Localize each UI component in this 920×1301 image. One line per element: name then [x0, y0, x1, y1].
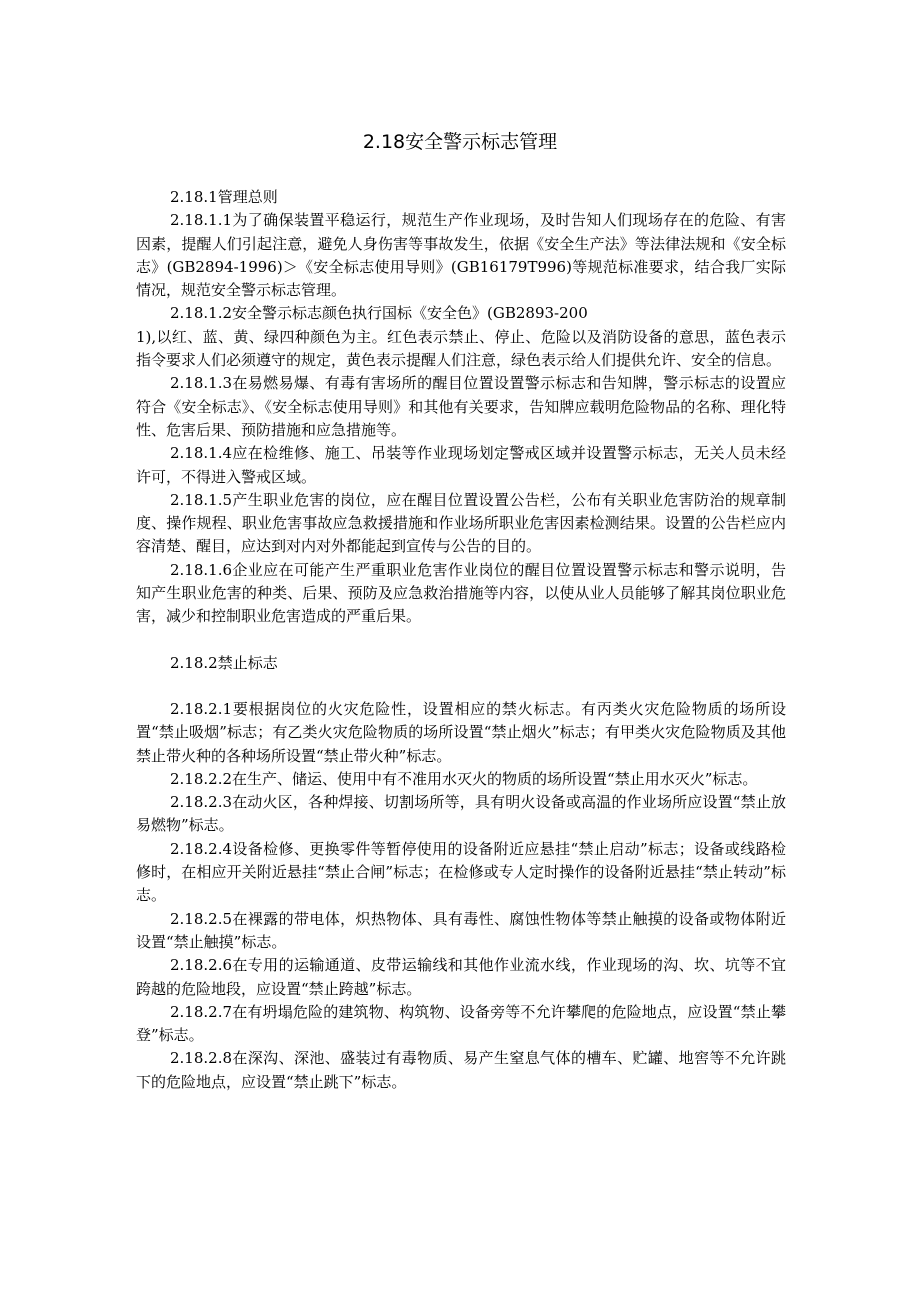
paragraph: 2.18.2.4设备检修、更换零件等暂停使用的设备附近应悬挂“禁止启动”标志；设备或线路检修时，在相应开关附近悬挂“禁止合闸”标志；在检修或专人定时操作的设备附近悬挂“禁止转动”标志。 [136, 839, 786, 905]
paragraph: 2.18.2.6在专用的运输通道、皮带运输线和其他作业流水线，作业现场的沟、坎、坑等不宜跨越的危险地段，应设置“禁止跨越”标志。 [136, 956, 786, 998]
paragraph: 2.18.2.1要根据岗位的火灾危险性，设置相应的禁火标志。有丙类火灾危险物质的场所设置“禁止吸烟”标志；有乙类火灾危险物质的场所设置“禁止烟火”标志；有甲类火灾危险物质及其他禁止带火种的各种场所设置“禁止带火种”标志。 [136, 699, 786, 765]
paragraph: 2.18.1.4应在检维修、施工、吊装等作业现场划定警戒区域并设置警示标志，无关人员未经许可，不得进入警戒区域。 [136, 444, 786, 486]
paragraph: 2.18.2.2在生产、储运、使用中有不准用水灭火的物质的场所设置“禁止用水灭火”标志。 [170, 769, 758, 788]
paragraph: 2.18.2.8在深沟、深池、盛装过有毒物质、易产生窒息气体的槽车、贮罐、地窖等不允许跳下的危险地点，应设置“禁止跳下”标志。 [136, 1049, 786, 1091]
document-title: 2.18安全警示标志管理 [362, 131, 558, 153]
paragraph: 2.18.2.3在动火区，各种焊接、切割场所等，具有明火设备或高温的作业场所应设置“禁止放易燃物”标志。 [136, 793, 786, 835]
paragraph-continuation: 1),以红、蓝、黄、绿四种颜色为主。红色表示禁止、停止、危险以及消防设备的意思，蓝色表示指令要求人们必须遵守的规定，黄色表示提醒人们注意，绿色表示给人们提供允许、安全的信息。 [136, 327, 786, 370]
section-heading: 2.18.2禁止标志 [170, 653, 278, 672]
paragraph: 2.18.1.1为了确保装置平稳运行，规范生产作业现场，及时告知人们现场存在的危险、有害因素，提醒人们引起注意，避免人身伤害等事故发生，依据《安全生产法》等法律法规和《安全标志》(GB2894-1996)＞《安全标志使用导则》(GB16179T996)等规范标准要求，结合我厂实际情况，规范安全警示标志管理。 [136, 211, 786, 300]
paragraph: 2.18.2.5在裸露的带电体，炽热物体、具有毒性、腐蚀性物体等禁止触摸的设备或物体附近设置“禁止触摸”标志。 [136, 909, 786, 951]
paragraph: 2.18.1.3在易燃易爆、有毒有害场所的醒目位置设置警示标志和告知牌，警示标志的设置应符合《安全标志》、《安全标志使用导则》和其他有关要求，告知牌应载明危险物品的名称、理化特性、危害后果、预防措施和应急措施等。 [136, 374, 786, 439]
document-body [136, 186, 786, 1094]
paragraph: 2.18.1.5产生职业危害的岗位，应在醒目位置设置公告栏，公布有关职业危害防治的规章制度、操作规程、职业危害事故应急救援措施和作业场所职业危害因素检测结果。设置的公告栏应内容清楚、醒目，应达到对内对外都能起到宣传与公告的目的。 [136, 490, 786, 556]
paragraph: 2.18.2.7在有坍塌危险的建筑物、构筑物、设备旁等不允许攀爬的危险地点，应设置“禁止攀登”标志。 [136, 1002, 786, 1045]
paragraph: 2.18.1.2安全警示标志颜色执行国标《安全色》(GB2893-200 [170, 304, 588, 323]
paragraph: 2.18.1.6企业应在可能产生严重职业危害作业岗位的醒目位置设置警示标志和警示说明，告知产生职业危害的种类、后果、预防及应急救治措施等内容，以使从业人员能够了解其岗位职业危害，减少和控制职业危害造成的严重后果。 [136, 560, 786, 626]
section-heading: 2.18.1管理总则 [170, 188, 278, 206]
